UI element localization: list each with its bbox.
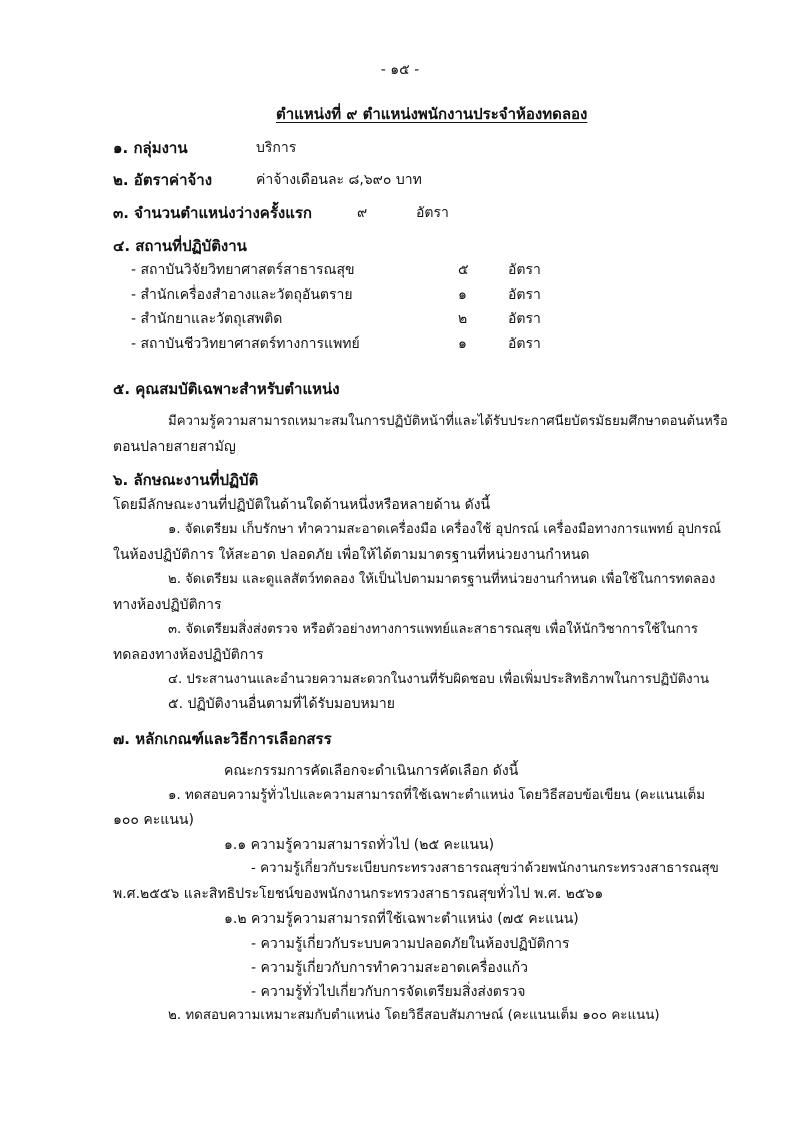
duty-1-line-1: ๑. จัดเตรียม เก็บรักษา ทำความสะอาดเครื่องมือ เครื่องใช้ อุปกรณ์ เครื่องมือทางการแพทย์ อุปกรณ์ [168,522,721,537]
duty-2-line-1: ๒. จัดเตรียม และดูแลสัตว์ทดลอง ให้เป็นไปตามมาตรฐานที่หน่วยงานกำหนด เพื่อใช้ในการทดลอง [168,572,716,587]
place-unit: อัตรา [508,262,541,278]
duties-intro: โดยมีลักษณะงานที่ปฏิบัติในด้านใดด้านหนึ่งหรือหลายด้าน ดังนี้ [113,497,491,513]
place-count: ๑ [458,287,467,303]
section-2-label: ๒. อัตราค่าจ้าง [113,171,213,189]
test-1-1-detail-line-2: พ.ศ.๒๕๕๖ และสิทธิประโยชน์ของพนักงานกระทรวงสาธารณสุขทั่วไป พ.ศ. ๒๕๖๑ [113,886,604,902]
place-name: - สถาบันวิจัยวิทยาศาสตร์สาธารณสุข [131,262,355,278]
test-1-1-detail-line-1: - ความรู้เกี่ยวกับระเบียบกระทรวงสาธารณสุขว่าด้วยพนักงานกระทรวงสาธารณสุข [251,861,719,876]
place-unit: อัตรา [508,336,541,352]
place-count: ๑ [458,336,467,352]
position-title: ตำแหน่งที่ ๙ ตำแหน่งพนักงานประจำห้องทดลอง [276,105,588,123]
duty-2-line-2: ทางห้องปฏิบัติการ [113,597,222,613]
section-2-value: ค่าจ้างเดือนละ ๘,๖๙๐ บาท [256,172,422,188]
test-2: ๒. ทดสอบความเหมาะสมกับตำแหน่ง โดยวิธีสอบสัมภาษณ์ (คะแนนเต็ม ๑๐๐ คะแนน) [168,1008,660,1023]
place-name: - สถาบันชีววิทยาศาสตร์ทางการแพทย์ [131,336,360,352]
section-7-label: ๗. หลักเกณฑ์และวิธีการเลือกสรร [113,730,332,748]
test-1-2: ๑.๒ ความรู้ความสามารถที่ใช้เฉพาะตำแหน่ง (๗๕ คะแนน) [224,911,579,927]
test-1-2-detail-1: - ความรู้เกี่ยวกับระบบความปลอดภัยในห้องปฏิบัติการ [251,936,570,952]
section-5-label: ๕. คุณสมบัติเฉพาะสำหรับตำแหน่ง [113,380,340,398]
place-name: - สำนักยาและวัตถุเสพติด [131,311,283,327]
section-1-label: ๑. กลุ่มงาน [113,139,188,157]
qualification-line-2: ตอนปลายสายสามัญ [113,439,236,455]
test-1-line-2: ๑๐๐ คะแนน) [113,812,194,828]
duty-3-line-1: ๓. จัดเตรียมสิ่งส่งตรวจ หรือตัวอย่างทางการแพทย์และสาธารณสุข เพื่อให้นักวิชาการใช้ในการ [168,622,698,637]
duty-5: ๕. ปฏิบัติงานอื่นตามที่ได้รับมอบหมาย [168,696,396,712]
test-1-1: ๑.๑ ความรู้ความสามารถทั่วไป (๒๕ คะแนน) [224,837,495,853]
place-count: ๕ [458,262,469,278]
qualification-line-1: มีความรู้ความสามารถเหมาะสมในการปฏิบัติหน้าที่และได้รับประกาศนียบัตรมัธยมศึกษาตอนต้นหรือ [168,414,728,429]
place-unit: อัตรา [508,287,541,303]
test-1-2-detail-2: - ความรู้เกี่ยวกับการทำความสะอาดเครื่องแก้ว [251,960,528,976]
duty-3-line-2: ทดลองทางห้องปฏิบัติการ [113,647,264,663]
section-3-count: ๙ [357,205,368,221]
place-name: - สำนักเครื่องสำอางและวัตถุอันตราย [131,287,353,303]
duty-1-line-2: ในห้องปฏิบัติการ ให้สะอาด ปลอดภัย เพื่อให้ได้ตามมาตรฐานที่หน่วยงานกำหนด [113,547,590,563]
test-1-line-1: ๑. ทดสอบความรู้ทั่วไปและความสามารถที่ใช้เฉพาะตำแหน่ง โดยวิธีสอบข้อเขียน (คะแนนเต็ม [168,788,706,803]
place-unit: อัตรา [508,311,541,327]
section-4-label: ๔. สถานที่ปฏิบัติงาน [113,237,247,255]
section-3-unit: อัตรา [416,205,449,221]
section-1-value: บริการ [256,140,297,156]
section-3-label: ๓. จำนวนตำแหน่งว่างครั้งแรก [113,204,313,222]
section-6-label: ๖. ลักษณะงานที่ปฏิบัติ [113,471,259,489]
place-count: ๒ [458,311,468,327]
test-1-2-detail-3: - ความรู้ทั่วไปเกี่ยวกับการจัดเตรียมสิ่งส่งตรวจ [251,984,526,1000]
page-number: - ๑๕ - [380,62,420,78]
selection-intro: คณะกรรมการคัดเลือกจะดำเนินการคัดเลือก ดังนี้ [224,763,519,779]
duty-4: ๔. ประสานงานและอำนวยความสะดวกในงานที่รับผิดชอบ เพื่อเพิ่มประสิทธิภาพในการปฏิบัติงาน [168,672,710,687]
